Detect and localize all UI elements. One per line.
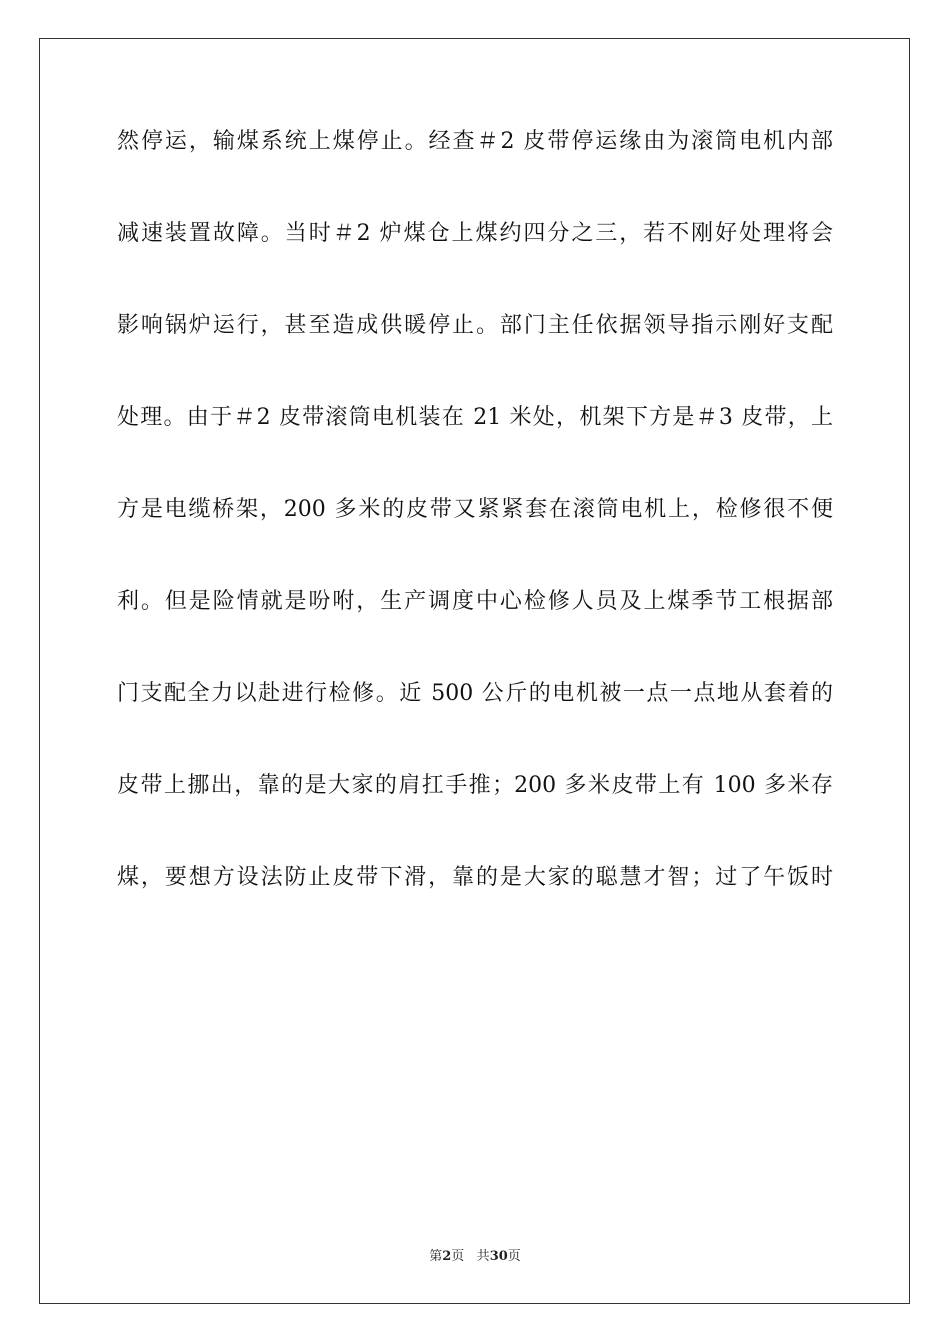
text-line: 减速装置故障。当时＃2 炉煤仓上煤约四分之三，若不刚好处理将会: [117, 221, 833, 246]
text-line: 处理。由于＃2 皮带滚筒电机装在 21 米处，机架下方是＃3 皮带，上: [117, 405, 833, 430]
text-line: 利。但是险情就是吩咐，生产调度中心检修人员及上煤季节工根据部: [117, 589, 833, 614]
page-current: 2: [442, 1249, 452, 1264]
body-text: [117, 127, 833, 955]
page-suffix: 页: [451, 1249, 465, 1264]
text-line: 然停运，输煤系统上煤停止。经查＃2 皮带停运缘由为滚筒电机内部: [117, 129, 833, 154]
text-line: 方是电缆桥架，200 多米的皮带又紧紧套在滚筒电机上，检修很不便: [117, 497, 833, 522]
total-suffix: 页: [507, 1249, 521, 1264]
text-line: 影响锅炉运行，甚至造成供暖停止。部门主任依据领导指示刚好支配: [117, 313, 833, 338]
text-line: 门支配全力以赴进行检修。近 500 公斤的电机被一点一点地从套着的: [117, 681, 833, 706]
page-total: 30: [489, 1249, 508, 1264]
total-prefix: 共: [476, 1249, 490, 1264]
text-line: 皮带上挪出，靠的是大家的肩扛手推；200 多米皮带上有 100 多米存: [117, 773, 833, 798]
page-prefix: 第: [429, 1249, 443, 1264]
text-line: 煤，要想方设法防止皮带下滑，靠的是大家的聪慧才智；过了午饭时: [117, 865, 833, 890]
page-footer: [0, 1248, 950, 1266]
